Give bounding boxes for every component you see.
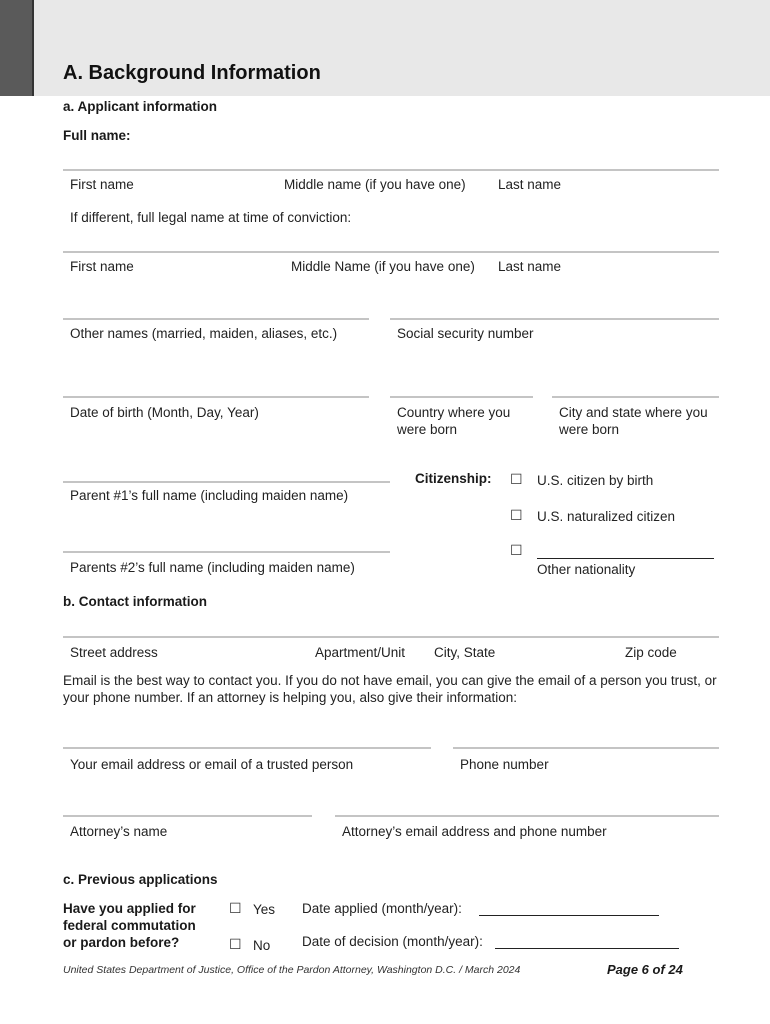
citizen-birth-label: U.S. citizen by birth bbox=[537, 473, 654, 488]
applicant-heading: a. Applicant information bbox=[63, 99, 218, 114]
yes-label: Yes bbox=[253, 902, 276, 917]
naturalized-label: U.S. naturalized citizen bbox=[537, 509, 676, 524]
middle-name-label-2: Middle Name (if you have one) bbox=[291, 259, 475, 274]
first-name-label: First name bbox=[70, 177, 134, 192]
city-state-label: City, State bbox=[434, 645, 496, 660]
legal-name-note: If different, full legal name at time of conviction: bbox=[70, 210, 352, 225]
ssn-label: Social security number bbox=[397, 326, 534, 341]
side-tab bbox=[0, 0, 34, 96]
parent1-input-line[interactable] bbox=[63, 481, 390, 483]
dob-input-line[interactable] bbox=[63, 396, 369, 398]
no-checkbox[interactable]: ☐ bbox=[229, 936, 242, 952]
street-label: Street address bbox=[70, 645, 158, 660]
ssn-input-line[interactable] bbox=[390, 318, 719, 320]
attorney-contact-label: Attorney’s email address and phone number bbox=[342, 824, 607, 839]
naturalized-checkbox[interactable]: ☐ bbox=[510, 507, 523, 523]
address-input-line[interactable] bbox=[63, 636, 719, 638]
previous-heading: c. Previous applications bbox=[63, 872, 218, 887]
previous-question: Have you applied for federal commutation or pardon before? bbox=[63, 901, 196, 950]
citizen-birth-checkbox[interactable]: ☐ bbox=[510, 471, 523, 487]
yes-checkbox[interactable]: ☐ bbox=[229, 900, 242, 916]
legal-name-input-line[interactable] bbox=[63, 251, 719, 253]
other-nationality-label: Other nationality bbox=[537, 562, 636, 577]
dob-label: Date of birth (Month, Day, Year) bbox=[70, 405, 259, 420]
full-name-input-line[interactable] bbox=[63, 169, 719, 171]
country-born-label: Country where you were born bbox=[397, 405, 511, 437]
phone-label: Phone number bbox=[460, 757, 549, 772]
date-decision-label: Date of decision (month/year): bbox=[302, 934, 483, 949]
last-name-label: Last name bbox=[498, 177, 562, 192]
date-applied-label: Date applied (month/year): bbox=[302, 901, 462, 916]
phone-input-line[interactable] bbox=[453, 747, 719, 749]
first-name-label-2: First name bbox=[70, 259, 134, 274]
email-label: Your email address or email of a trusted person bbox=[70, 757, 354, 772]
apartment-label: Apartment/Unit bbox=[315, 645, 406, 660]
email-input-line[interactable] bbox=[63, 747, 431, 749]
other-names-label: Other names (married, maiden, aliases, etc.) bbox=[70, 326, 338, 341]
city-born-input-line[interactable] bbox=[552, 396, 719, 398]
contact-heading: b. Contact information bbox=[63, 594, 207, 609]
page-number: Page 6 of 24 bbox=[607, 962, 683, 977]
last-name-label-2: Last name bbox=[498, 259, 562, 274]
attorney-contact-input-line[interactable] bbox=[335, 815, 719, 817]
other-nationality-input[interactable] bbox=[537, 543, 714, 559]
date-decision-input[interactable] bbox=[495, 933, 679, 949]
no-label: No bbox=[253, 938, 271, 953]
other-nationality-checkbox[interactable]: ☐ bbox=[510, 542, 523, 558]
parent1-label: Parent #1’s full name (including maiden name) bbox=[70, 488, 349, 503]
date-applied-input[interactable] bbox=[479, 900, 659, 916]
parent2-input-line[interactable] bbox=[63, 551, 390, 553]
other-names-input-line[interactable] bbox=[63, 318, 369, 320]
zip-label: Zip code bbox=[625, 645, 677, 660]
footer-text: United States Department of Justice, Office of the Pardon Attorney, Washington D.C. / March 2024 bbox=[63, 964, 521, 976]
country-born-input-line[interactable] bbox=[390, 396, 533, 398]
section-title: A. Background Information bbox=[63, 62, 321, 84]
attorney-name-label: Attorney’s name bbox=[70, 824, 168, 839]
city-born-label: City and state where you were born bbox=[559, 405, 708, 437]
attorney-name-input-line[interactable] bbox=[63, 815, 312, 817]
citizenship-label: Citizenship: bbox=[415, 471, 492, 486]
full-name-label: Full name: bbox=[63, 128, 131, 143]
parent2-label: Parents #2’s full name (including maiden name) bbox=[70, 560, 355, 575]
middle-name-label: Middle name (if you have one) bbox=[284, 177, 466, 192]
email-note: Email is the best way to contact you. If you do not have email, you can give the email of a person you trust, or your phone number. If an attorney is helping you, also give their information: bbox=[63, 673, 717, 705]
